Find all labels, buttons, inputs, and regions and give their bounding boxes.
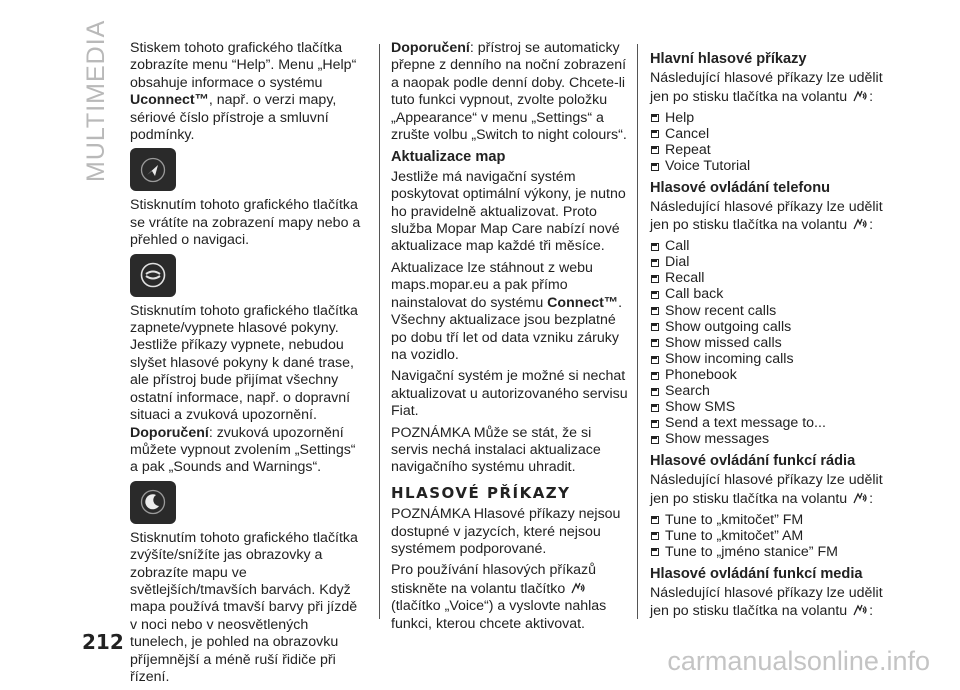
day-night-icon <box>130 481 176 524</box>
command-item <box>650 384 890 400</box>
command-label: Tune to „kmitočet” AM <box>665 527 804 544</box>
command-label: Help <box>665 109 695 126</box>
heading-voice-commands: HLASOVÉ PŘÍKAZY <box>391 483 571 502</box>
steering-voice-button-icon <box>570 580 586 596</box>
heading-map-updates: Aktualizace map <box>391 149 506 166</box>
checkbox-bullet-icon <box>651 372 659 380</box>
column-middle <box>391 40 629 637</box>
section-title: MULTIMEDIA <box>82 19 110 182</box>
command-item <box>650 432 890 448</box>
command-list <box>650 512 890 560</box>
checkbox-bullet-icon <box>651 323 659 331</box>
paragraph: Pro používání hlasových příkazů stiskněte na volantu tlačítko (tlačítko „Voice“) a vyslovte nahlas funkci, kterou chcete aktivovat. <box>391 562 607 632</box>
steering-voice-button-icon <box>852 490 868 506</box>
checkbox-bullet-icon <box>651 436 659 444</box>
checkbox-bullet-icon <box>651 420 659 428</box>
checkbox-bullet-icon <box>651 307 659 315</box>
heading-main-commands: Hlavní hlasové příkazy <box>650 51 807 67</box>
command-item <box>650 110 890 126</box>
paragraph: Následující hlasové příkazy lze udělit jen po stisku tlačítka na volantu : <box>650 472 883 507</box>
checkbox-bullet-icon <box>651 114 659 122</box>
command-item <box>650 287 890 303</box>
command-label: Call <box>665 238 690 255</box>
checkbox-bullet-icon <box>651 404 659 412</box>
heading-radio-commands: Hlasové ovládání funkcí rádia <box>650 453 856 470</box>
column-left <box>130 40 362 690</box>
paragraph: Následující hlasové příkazy lze udělit jen po stisku tlačítka na volantu : <box>650 199 883 234</box>
paragraph: Stisknutím tohoto grafického tlačítka zapnete/vypnete hlasové pokyny. Jestliže příkazy vypnete, nebudou slyšet hlasové pokyny k dané trase, ale přístroj bude přijímat všechny ostatní informace, např. o dopravní situaci a zvuková upozornění. Doporučení: zvuková upozornění můžete vypnout zvolením „Settings“ a pak „Sounds and Warnings“. <box>130 302 358 476</box>
watermark: carmanualsonline.info <box>667 646 930 676</box>
checkbox-bullet-icon <box>651 275 659 283</box>
checkbox-bullet-icon <box>651 388 659 396</box>
command-item <box>650 319 890 335</box>
heading-phone-commands: Hlasové ovládání telefonu <box>650 179 831 196</box>
checkbox-bullet-icon <box>651 259 659 267</box>
paragraph: Stisknutím tohoto grafického tlačítka zvýšíte/snížíte jas obrazovky a zobrazíte mapu ve světlejších/tmavších barvách. Když mapa používá tmavší barvy při jízdě v noci nebo v neosvětlených tunelech, je pohled na obrazovku příjemnější a méně ruší řidiče při řízení. <box>130 529 358 685</box>
paragraph: Následující hlasové příkazy lze udělit jen po stisku tlačítka na volantu : <box>650 584 883 620</box>
command-label: Tune to „kmitočet” FM <box>665 511 804 528</box>
checkbox-bullet-icon <box>651 516 659 524</box>
command-label: Recall <box>665 270 705 287</box>
command-label: Show incoming calls <box>665 350 794 367</box>
command-label: Repeat <box>665 141 711 158</box>
page-number: 212 <box>82 630 124 654</box>
command-label: Show messages <box>665 431 770 448</box>
command-list <box>650 239 890 448</box>
steering-voice-button-icon <box>852 216 868 232</box>
command-item <box>650 303 890 319</box>
command-item <box>650 335 890 351</box>
command-label: Show SMS <box>665 399 736 416</box>
voice-guidance-icon <box>130 254 176 297</box>
command-label: Cancel <box>665 125 710 142</box>
steering-voice-button-icon <box>852 88 868 104</box>
paragraph: Doporučení: přístroj se automaticky přepne z denního na noční zobrazení a naopak podle denní doby. Chcete-li tuto funkci vypnout, zvolte položku „Appearance“ v menu „Settings“ a zrušte volbu „Switch to night colours“. <box>391 40 627 144</box>
command-item <box>650 528 890 544</box>
checkbox-bullet-icon <box>651 291 659 299</box>
command-label: Send a text message to... <box>665 415 826 432</box>
command-item <box>650 239 890 255</box>
checkbox-bullet-icon <box>651 130 659 138</box>
command-item <box>650 400 890 416</box>
column-divider <box>379 44 380 619</box>
checkbox-bullet-icon <box>651 356 659 364</box>
paragraph: Navigační systém je možné si nechat aktualizovat u autorizovaného servisu Fiat. <box>391 368 628 420</box>
command-label: Search <box>665 383 710 399</box>
column-right <box>650 40 890 625</box>
command-item <box>650 271 890 287</box>
paragraph: Následující hlasové příkazy lze udělit jen po stisku tlačítka na volantu : <box>650 70 883 105</box>
command-item <box>650 159 890 175</box>
command-item <box>650 126 890 142</box>
command-label: Show recent calls <box>665 302 777 319</box>
command-label: Show missed calls <box>665 334 782 351</box>
steering-voice-button-icon <box>852 602 868 618</box>
checkbox-bullet-icon <box>651 243 659 251</box>
command-item <box>650 255 890 271</box>
command-label: Tune to „jméno stanice” FM <box>665 543 838 560</box>
command-label: Show outgoing calls <box>665 318 792 335</box>
paragraph: Stiskem tohoto grafického tlačítka zobrazíte menu “Help”. Menu „Help“ obsahuje informace o systému Uconnect™, např. o verzi mapy, sériové číslo přístroje a smluvní podmínky. <box>130 40 357 144</box>
column-divider <box>637 44 638 619</box>
paragraph: Jestliže má navigační systém poskytovat optimální výkony, je nutno ho pravidelně aktualizovat. Proto služba Mopar Map Care nabízí nové aktualizace map každé tři měsíce. <box>391 168 626 255</box>
command-item <box>650 512 890 528</box>
checkbox-bullet-icon <box>651 548 659 556</box>
checkbox-bullet-icon <box>651 163 659 171</box>
command-list <box>650 110 890 174</box>
command-item <box>650 351 890 367</box>
command-label: Phonebook <box>665 366 737 383</box>
checkbox-bullet-icon <box>651 532 659 540</box>
command-label: Call back <box>665 286 724 303</box>
command-item <box>650 368 890 384</box>
compass-arrow-icon <box>130 148 176 191</box>
command-item <box>650 142 890 158</box>
command-label: Voice Tutorial <box>665 157 751 174</box>
checkbox-bullet-icon <box>651 146 659 154</box>
command-item <box>650 544 890 560</box>
checkbox-bullet-icon <box>651 339 659 347</box>
paragraph: Aktualizace lze stáhnout z webu maps.mopar.eu a pak přímo nainstalovat do systému Connect™. Všechny aktualizace jsou bezplatné po dobu tří let od data vzniku záruky na vozidlo. <box>391 259 623 363</box>
command-label: Dial <box>665 254 690 271</box>
paragraph: Stisknutím tohoto grafického tlačítka se vrátíte na zobrazení mapy nebo a přehled o navigaci. <box>130 197 361 249</box>
heading-media-commands: Hlasové ovládání funkcí media <box>650 565 863 582</box>
command-item <box>650 416 890 432</box>
paragraph: POZNÁMKA Může se stát, že si servis nechá instalaci aktualizace navigačního systému uhradit. <box>391 424 601 476</box>
paragraph: POZNÁMKA Hlasové příkazy nejsou dostupné v jazycích, které nejsou systémem podporované. <box>391 506 621 557</box>
